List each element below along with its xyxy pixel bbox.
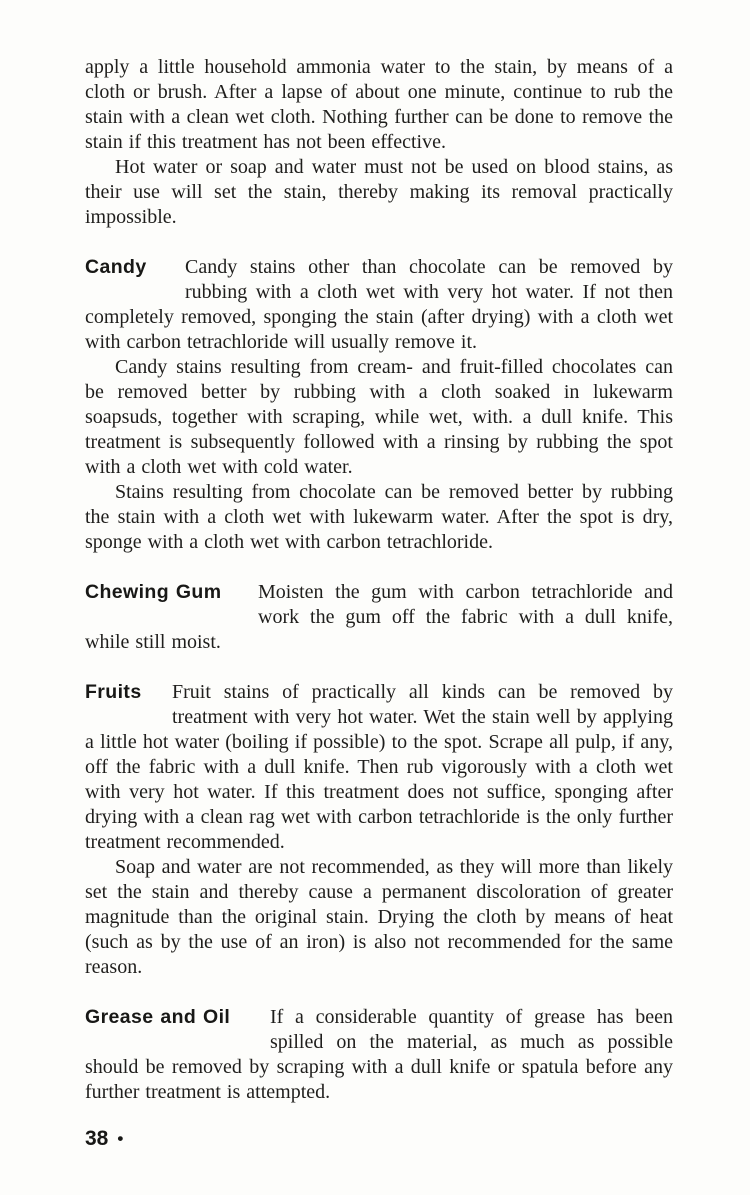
section-heading-grease-and-oil: Grease and Oil — [85, 1006, 231, 1028]
section-heading-fruits: Fruits — [85, 681, 142, 703]
section-paragraph: Soap and water are not recommended, as they will more than likely set the stain and thereby cause a permanent discoloration of greater magnitude than the original stain. Drying the cloth by means of heat (such as by the use of an iron) is also not recommended for the same reason. — [85, 856, 673, 978]
section-lead-text: Moisten the gum with carbon tetrachloride and work the gum off the fabric with a dull knife, while still moist. — [85, 581, 673, 653]
section-paragraph: Stains resulting from chocolate can be removed better by rubbing the stain with a cloth wet with lukewarm water. After the spot is dry, sponge with a cloth wet with carbon tetrachloride. — [85, 481, 673, 553]
intro-paragraph-continuation: apply a little household ammonia water to the stain, by means of a cloth or brush. After a lapse of about one minute, continue to rub the stain with a clean wet cloth. Nothing further can be done to remove the stain if this treatment has not been effective. — [85, 56, 673, 153]
page-number: 38 — [85, 1127, 109, 1150]
bullet-icon: • — [117, 1129, 124, 1148]
intro-paragraph: Hot water or soap and water must not be used on blood stains, as their use will set the stain, thereby making its removal practically impossible. — [85, 156, 673, 228]
section-lead-text: Fruit stains of practically all kinds can be removed by treatment with very hot water. Wet the stain well by applying a little hot water (boiling if possible) to the spot. Scrape all pulp, if any, off the fabric with a dull knife. Then rub vigorously with a cloth wet with very hot water. If this treatment does not suffice, sponging after drying with a clean rag wet with carbon tetrachloride is the only further treatment recommended. — [85, 681, 673, 853]
section-candy — [85, 255, 673, 555]
section-heading-candy: Candy — [85, 256, 147, 278]
page-footer — [85, 1126, 673, 1151]
section-lead-paragraph — [85, 1005, 673, 1105]
section-heading-chewing-gum: Chewing Gum — [85, 581, 222, 603]
section-lead-paragraph — [85, 255, 673, 355]
section-fruits — [85, 680, 673, 980]
section-lead-text: If a considerable quantity of grease has been spilled on the material, as much as possible should be removed by scraping with a dull knife or spatula before any further treatment is attempted. — [85, 1006, 673, 1103]
section-lead-text: Candy stains other than chocolate can be removed by rubbing with a cloth wet with very hot water. If not then completely removed, sponging the stain (after drying) with a cloth wet with carbon tetrachloride will usually remove it. — [85, 256, 673, 353]
section-chewing-gum — [85, 580, 673, 655]
section-paragraph: Candy stains resulting from cream- and fruit-filled chocolates can be removed better by rubbing with a cloth soaked in lukewarm soapsuds, together with scraping, while wet, with. a dull knife. This treatment is subsequently followed with a rinsing by rubbing the spot with a cloth wet with cold water. — [85, 356, 673, 478]
section-grease-and-oil — [85, 1005, 673, 1105]
section-lead-paragraph — [85, 680, 673, 855]
section-lead-paragraph — [85, 580, 673, 655]
